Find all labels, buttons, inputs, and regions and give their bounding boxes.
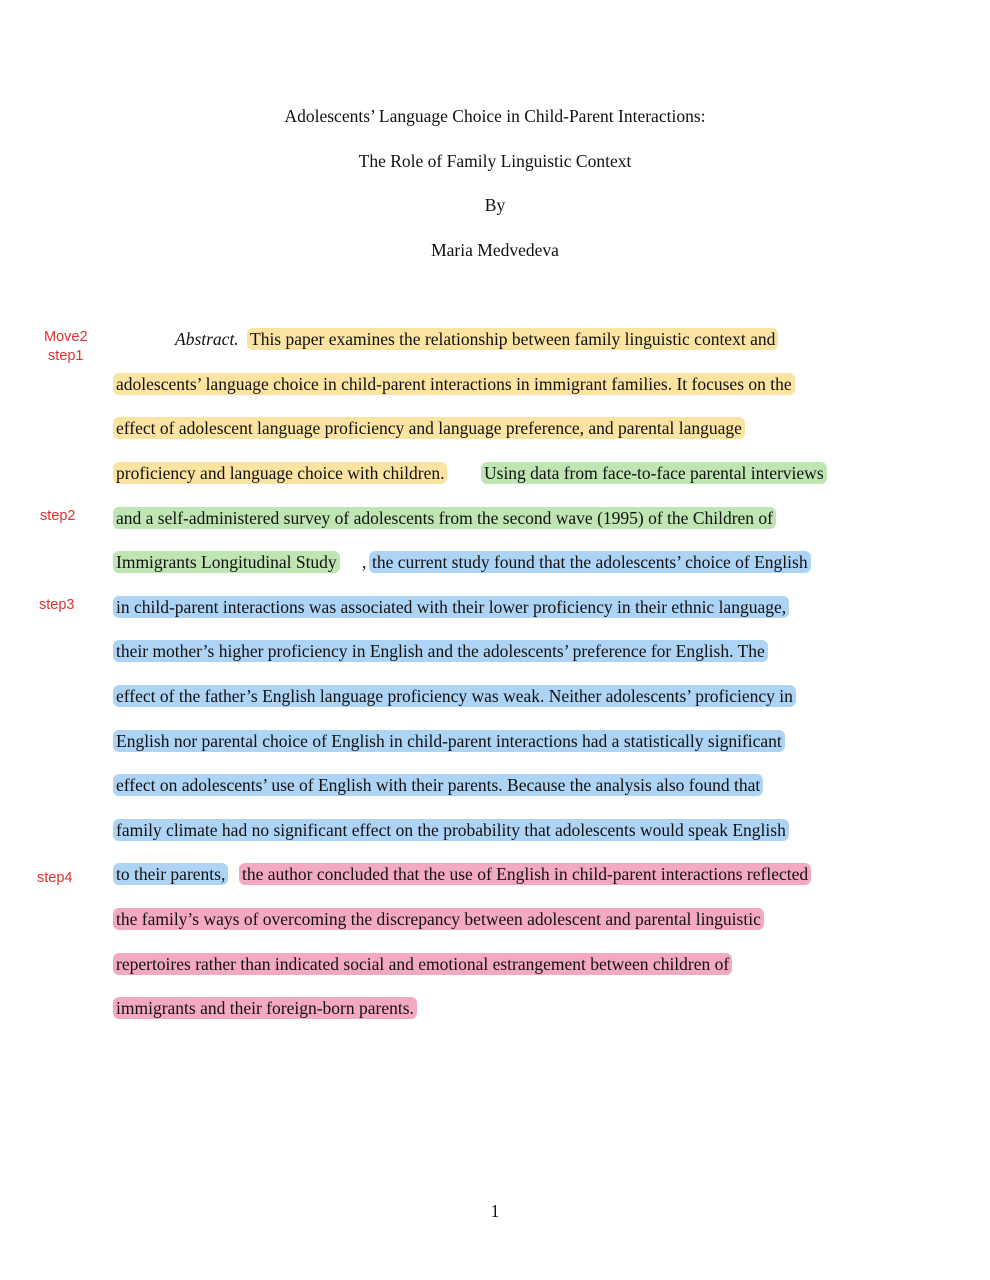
- abstract-line-13: [0, 863, 990, 887]
- abstract-label: Abstract.: [175, 329, 239, 349]
- abstract-line-14: [0, 908, 990, 932]
- plain-comma: ,: [362, 552, 367, 572]
- abstract-line-10: [0, 730, 990, 754]
- abstract-line-4: [0, 462, 990, 486]
- annotation-step3-label: step3: [39, 597, 75, 613]
- abstract-line-1: [0, 328, 990, 352]
- abstract-line-6: [0, 551, 990, 575]
- highlight-step3: English nor parental choice of English in child-parent interactions had a statistically significant: [113, 730, 785, 752]
- highlight-step4: the author concluded that the use of English in child-parent interactions reflected: [239, 863, 811, 885]
- highlight-step3: effect on adolescents’ use of English with their parents. Because the analysis also found that: [113, 774, 763, 796]
- annotation-step1-label: step1: [48, 348, 84, 364]
- abstract-line-15: [0, 953, 990, 977]
- highlight-step1: effect of adolescent language proficiency and language preference, and parental language: [113, 417, 745, 439]
- highlight-step3: the current study found that the adolescents’ choice of English: [369, 551, 811, 573]
- highlight-step1: proficiency and language choice with children.: [113, 462, 447, 484]
- highlight-step3: their mother’s higher proficiency in English and the adolescents’ preference for English. The: [113, 640, 768, 662]
- paper-title-line-2: The Role of Family Linguistic Context: [358, 151, 632, 171]
- highlight-step3: family climate had no significant effect on the probability that adolescents would speak English: [113, 819, 789, 841]
- annotation-step2-label: step2: [40, 508, 76, 524]
- highlight-step3: in child-parent interactions was associated with their lower proficiency in their ethnic language,: [113, 596, 789, 618]
- annotation-move2-label: Move2: [44, 329, 88, 345]
- abstract-line-12: [0, 819, 990, 843]
- abstract-line-2: [0, 373, 990, 397]
- highlight-step3: effect of the father’s English language proficiency was weak. Neither adolescents’ proficiency in: [113, 685, 796, 707]
- abstract-line-9: [0, 685, 990, 709]
- abstract-line-8: [0, 640, 990, 664]
- highlight-step4: the family’s ways of overcoming the discrepancy between adolescent and parental linguistic: [113, 908, 764, 930]
- author-name: Maria Medvedeva: [431, 240, 559, 260]
- annotation-step4-label: step4: [37, 870, 73, 886]
- highlight-step2: and a self-administered survey of adolescents from the second wave (1995) of the Children of: [113, 507, 776, 529]
- abstract-line-3: [0, 417, 990, 441]
- abstract-line-5: [0, 507, 990, 531]
- highlight-step2: Immigrants Longitudinal Study: [113, 551, 340, 573]
- highlight-step4: repertoires rather than indicated social and emotional estrangement between children of: [113, 953, 732, 975]
- paper-title-line-1: Adolescents’ Language Choice in Child-Parent Interactions:: [284, 106, 706, 126]
- page-number: 1: [490, 1201, 500, 1221]
- abstract-line-7: [0, 596, 990, 620]
- highlight-step3: to their parents,: [113, 863, 228, 885]
- abstract-line-11: [0, 774, 990, 798]
- highlight-step4: immigrants and their foreign-born parents.: [113, 997, 417, 1019]
- highlight-step2: Using data from face-to-face parental interviews: [481, 462, 827, 484]
- byline-label: By: [484, 195, 506, 215]
- highlight-step1: This paper examines the relationship between family linguistic context and: [247, 328, 778, 350]
- highlight-step1: adolescents’ language choice in child-parent interactions in immigrant families. It focuses on the: [113, 373, 795, 395]
- abstract-line-16: [0, 997, 990, 1021]
